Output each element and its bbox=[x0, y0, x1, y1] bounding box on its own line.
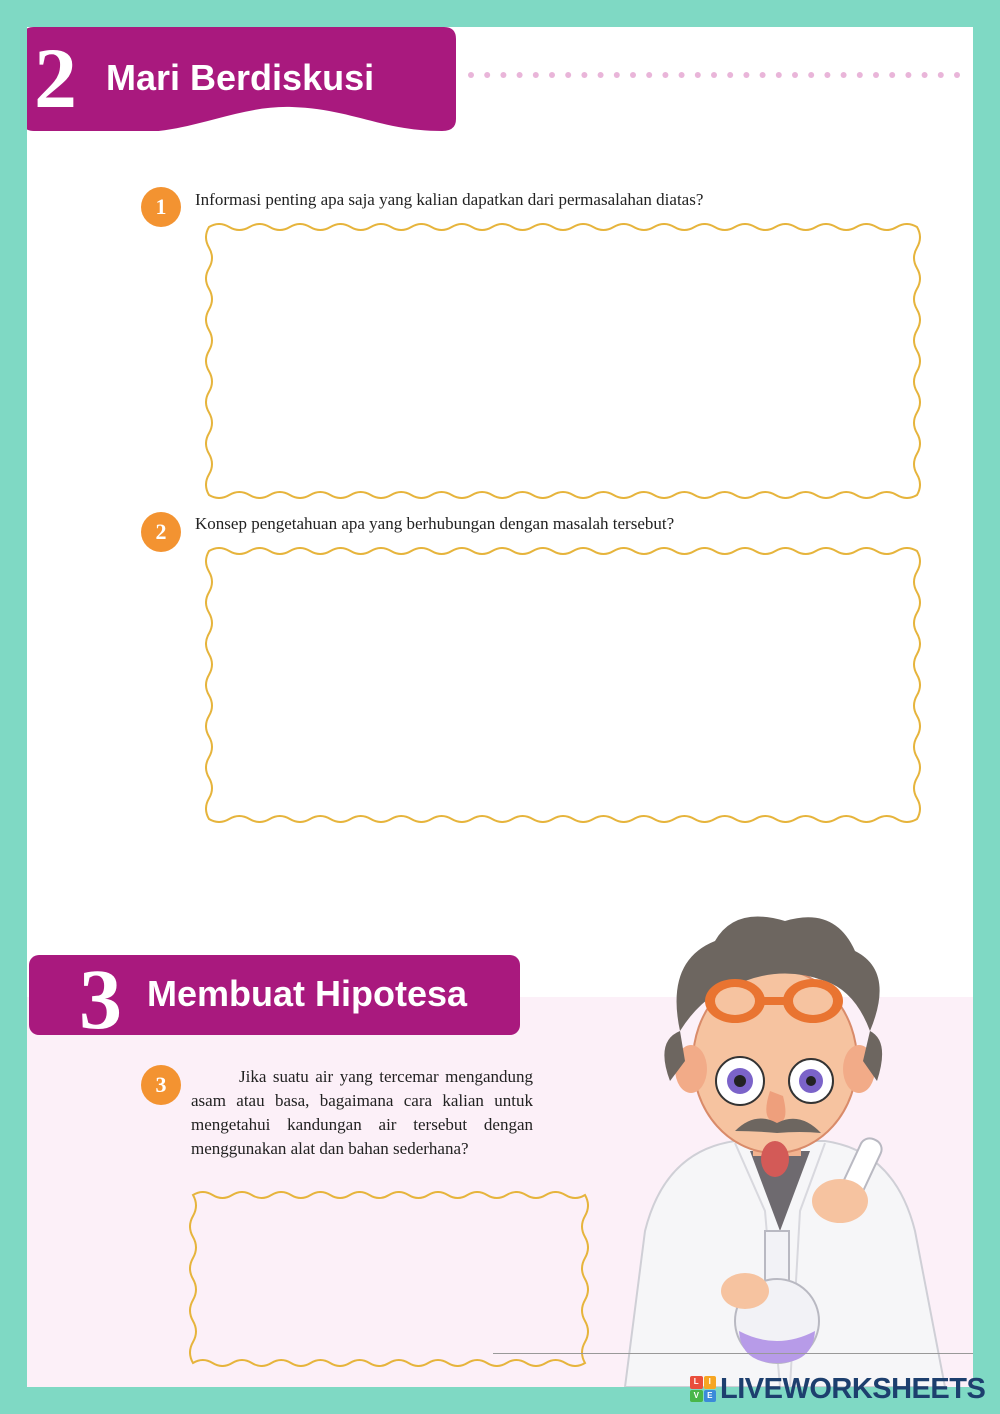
answer-box-3[interactable] bbox=[189, 1191, 589, 1367]
question-3-badge: 3 bbox=[141, 1065, 181, 1105]
answer-box-1[interactable] bbox=[205, 223, 921, 499]
illustration-baseline bbox=[493, 1353, 973, 1354]
liveworksheets-logo-icon bbox=[690, 1376, 716, 1402]
logo-letter-e: E bbox=[704, 1390, 717, 1403]
liveworksheets-watermark bbox=[690, 1372, 985, 1406]
question-1-text: Informasi penting apa saja yang kalian dapatkan dari permasalahan diatas? bbox=[195, 190, 704, 209]
logo-letter-l: L bbox=[690, 1376, 703, 1389]
section-2-header bbox=[27, 27, 456, 131]
logo-letter-i: I bbox=[704, 1376, 717, 1389]
question-3-text: Jika suatu air yang tercemar mengandung asam atau basa, bagaimana cara kalian untuk mengetahui kandungan air tersebut dengan menggunakan alat dan bahan sederhana? bbox=[191, 1067, 533, 1158]
answer-box-2[interactable] bbox=[205, 547, 921, 823]
dotted-divider bbox=[467, 71, 967, 79]
section-2-number: 2 bbox=[34, 30, 77, 126]
section-3-header bbox=[29, 951, 520, 1047]
question-2-badge: 2 bbox=[141, 512, 181, 552]
scientist-with-flask-illustration bbox=[585, 911, 973, 1387]
logo-letter-v: V bbox=[690, 1390, 703, 1403]
liveworksheets-wordmark: LIVEWORKSHEETS bbox=[720, 1372, 986, 1405]
question-2-text: Konsep pengetahuan apa yang berhubungan dengan masalah tersebut? bbox=[195, 514, 675, 533]
section-3-number: 3 bbox=[79, 951, 122, 1047]
question-1-badge: 1 bbox=[141, 187, 181, 227]
section-3-title: Membuat Hipotesa bbox=[147, 973, 468, 1014]
worksheet-page bbox=[27, 27, 973, 1387]
section-2-title: Mari Berdiskusi bbox=[106, 57, 375, 98]
